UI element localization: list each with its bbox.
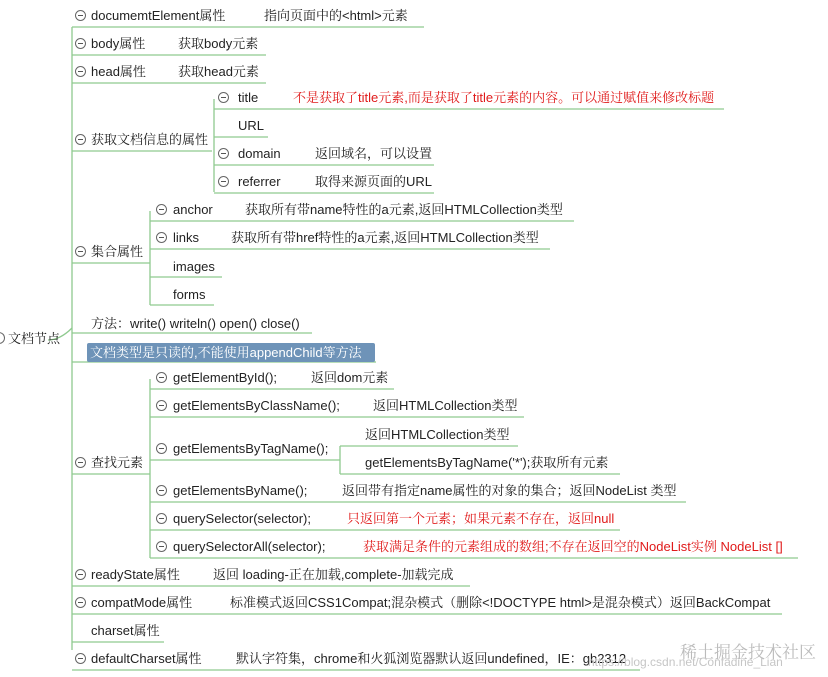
- find-byid-desc: 返回dom元素: [311, 370, 389, 385]
- collapse-icon[interactable]: [156, 372, 167, 383]
- collapse-icon[interactable]: [218, 92, 229, 103]
- node-body-label: body属性: [91, 36, 146, 51]
- collections-images-label: images: [173, 259, 215, 274]
- watermark-url: https://blog.csdn.net/Confadine_Lian: [588, 655, 783, 669]
- find-qsa-desc: 获取满足条件的元素组成的数组;不存在返回空的NodeList实例 NodeList []: [363, 539, 783, 554]
- collapse-icon[interactable]: [75, 457, 86, 468]
- node-documentElement-label: documemtElement属性: [91, 8, 226, 23]
- node-charset-label: charset属性: [91, 623, 160, 638]
- collapse-icon[interactable]: [75, 597, 86, 608]
- collapse-icon[interactable]: [218, 148, 229, 159]
- node-defaultCharset-desc: 默认字符集，chrome和火狐浏览器默认返回undefined，IE：gb2312: [236, 651, 627, 666]
- collapse-icon[interactable]: [218, 176, 229, 187]
- node-compatMode-desc: 标准模式返回CSS1Compat;混杂模式（删除<!DOCTYPE html>是混杂模式）返回BackCompat: [230, 595, 771, 610]
- find-qs-label: querySelector(selector);: [173, 511, 311, 526]
- collapse-icon[interactable]: [156, 485, 167, 496]
- root-label: 文档节点: [8, 331, 61, 346]
- collapse-icon[interactable]: [156, 443, 167, 454]
- collections-anchor-label: anchor: [173, 202, 213, 217]
- node-compatMode-label: compatMode属性: [91, 595, 193, 610]
- root-node[interactable]: [0, 331, 60, 347]
- node-readyState-desc: 返回 loading-正在加载,complete-加载完成: [213, 567, 454, 582]
- collapse-icon[interactable]: [75, 569, 86, 580]
- docinfo-referrer-label: referrer: [238, 174, 281, 189]
- collections-anchor-desc: 获取所有带name特性的a元素,返回HTMLCollection类型: [245, 202, 563, 217]
- node-find-label: 查找元素: [91, 455, 144, 470]
- node-collections-label: 集合属性: [91, 244, 144, 259]
- node-docinfo-label: 获取文档信息的属性: [91, 132, 209, 147]
- find-byid-label: getElementById();: [173, 370, 278, 385]
- collapse-icon[interactable]: [156, 204, 167, 215]
- docinfo-title-desc: 不是获取了title元素,而是获取了title元素的内容。可以通过赋值来修改标题: [293, 90, 715, 105]
- collapse-icon[interactable]: [156, 400, 167, 411]
- find-byname-label: getElementsByName();: [173, 483, 308, 498]
- collapse-icon[interactable]: [75, 66, 86, 77]
- collections-forms-label: forms: [173, 287, 206, 302]
- collections-links-desc: 获取所有带href特性的a元素,返回HTMLCollection类型: [231, 230, 539, 245]
- collections-links-label: links: [173, 230, 200, 245]
- node-head-desc: 获取head元素: [178, 64, 259, 79]
- node-documentElement-desc: 指向页面中的<html>元素: [264, 8, 408, 23]
- find-byclass-desc: 返回HTMLCollection类型: [373, 398, 518, 413]
- find-qs-desc: 只返回第一个元素；如果元素不存在，返回null: [347, 511, 615, 526]
- node-methods-label: 方法：write() writeln() open() close(): [91, 316, 300, 331]
- collapse-icon[interactable]: [75, 10, 86, 21]
- collapse-icon[interactable]: [75, 653, 86, 664]
- find-qsa-label: querySelectorAll(selector);: [173, 539, 326, 554]
- node-readyState-label: readyState属性: [91, 567, 180, 582]
- find-byname-desc: 返回带有指定name属性的对象的集合；返回NodeList 类型: [342, 483, 677, 498]
- root-collapse-icon[interactable]: [0, 332, 5, 344]
- collapse-icon[interactable]: [75, 134, 86, 145]
- collapse-icon[interactable]: [156, 232, 167, 243]
- find-bytag-sub-2: getElementsByTagName('*');获取所有元素: [365, 455, 609, 470]
- find-bytag-label: getElementsByTagName();: [173, 441, 329, 456]
- node-body-desc: 获取body元素: [178, 36, 259, 51]
- node-note-highlight[interactable]: 文档类型是只读的,不能使用appendChild等方法: [87, 343, 375, 362]
- watermark-brand: 稀土掘金技术社区: [680, 643, 816, 662]
- find-byclass-label: getElementsByClassName();: [173, 398, 340, 413]
- docinfo-title-label: title: [238, 90, 259, 105]
- node-defaultCharset-label: defaultCharset属性: [91, 651, 202, 666]
- docinfo-domain-desc: 返回域名，可以设置: [315, 146, 433, 161]
- collapse-icon[interactable]: [156, 513, 167, 524]
- node-head-label: head属性: [91, 64, 146, 79]
- collapse-icon[interactable]: [75, 246, 86, 257]
- docinfo-url-label: URL: [238, 118, 265, 133]
- docinfo-domain-label: domain: [238, 146, 281, 161]
- find-bytag-sub-1: 返回HTMLCollection类型: [365, 427, 510, 442]
- collapse-icon[interactable]: [156, 541, 167, 552]
- docinfo-referrer-desc: 取得来源页面的URL: [315, 174, 433, 189]
- collapse-icon[interactable]: [75, 38, 86, 49]
